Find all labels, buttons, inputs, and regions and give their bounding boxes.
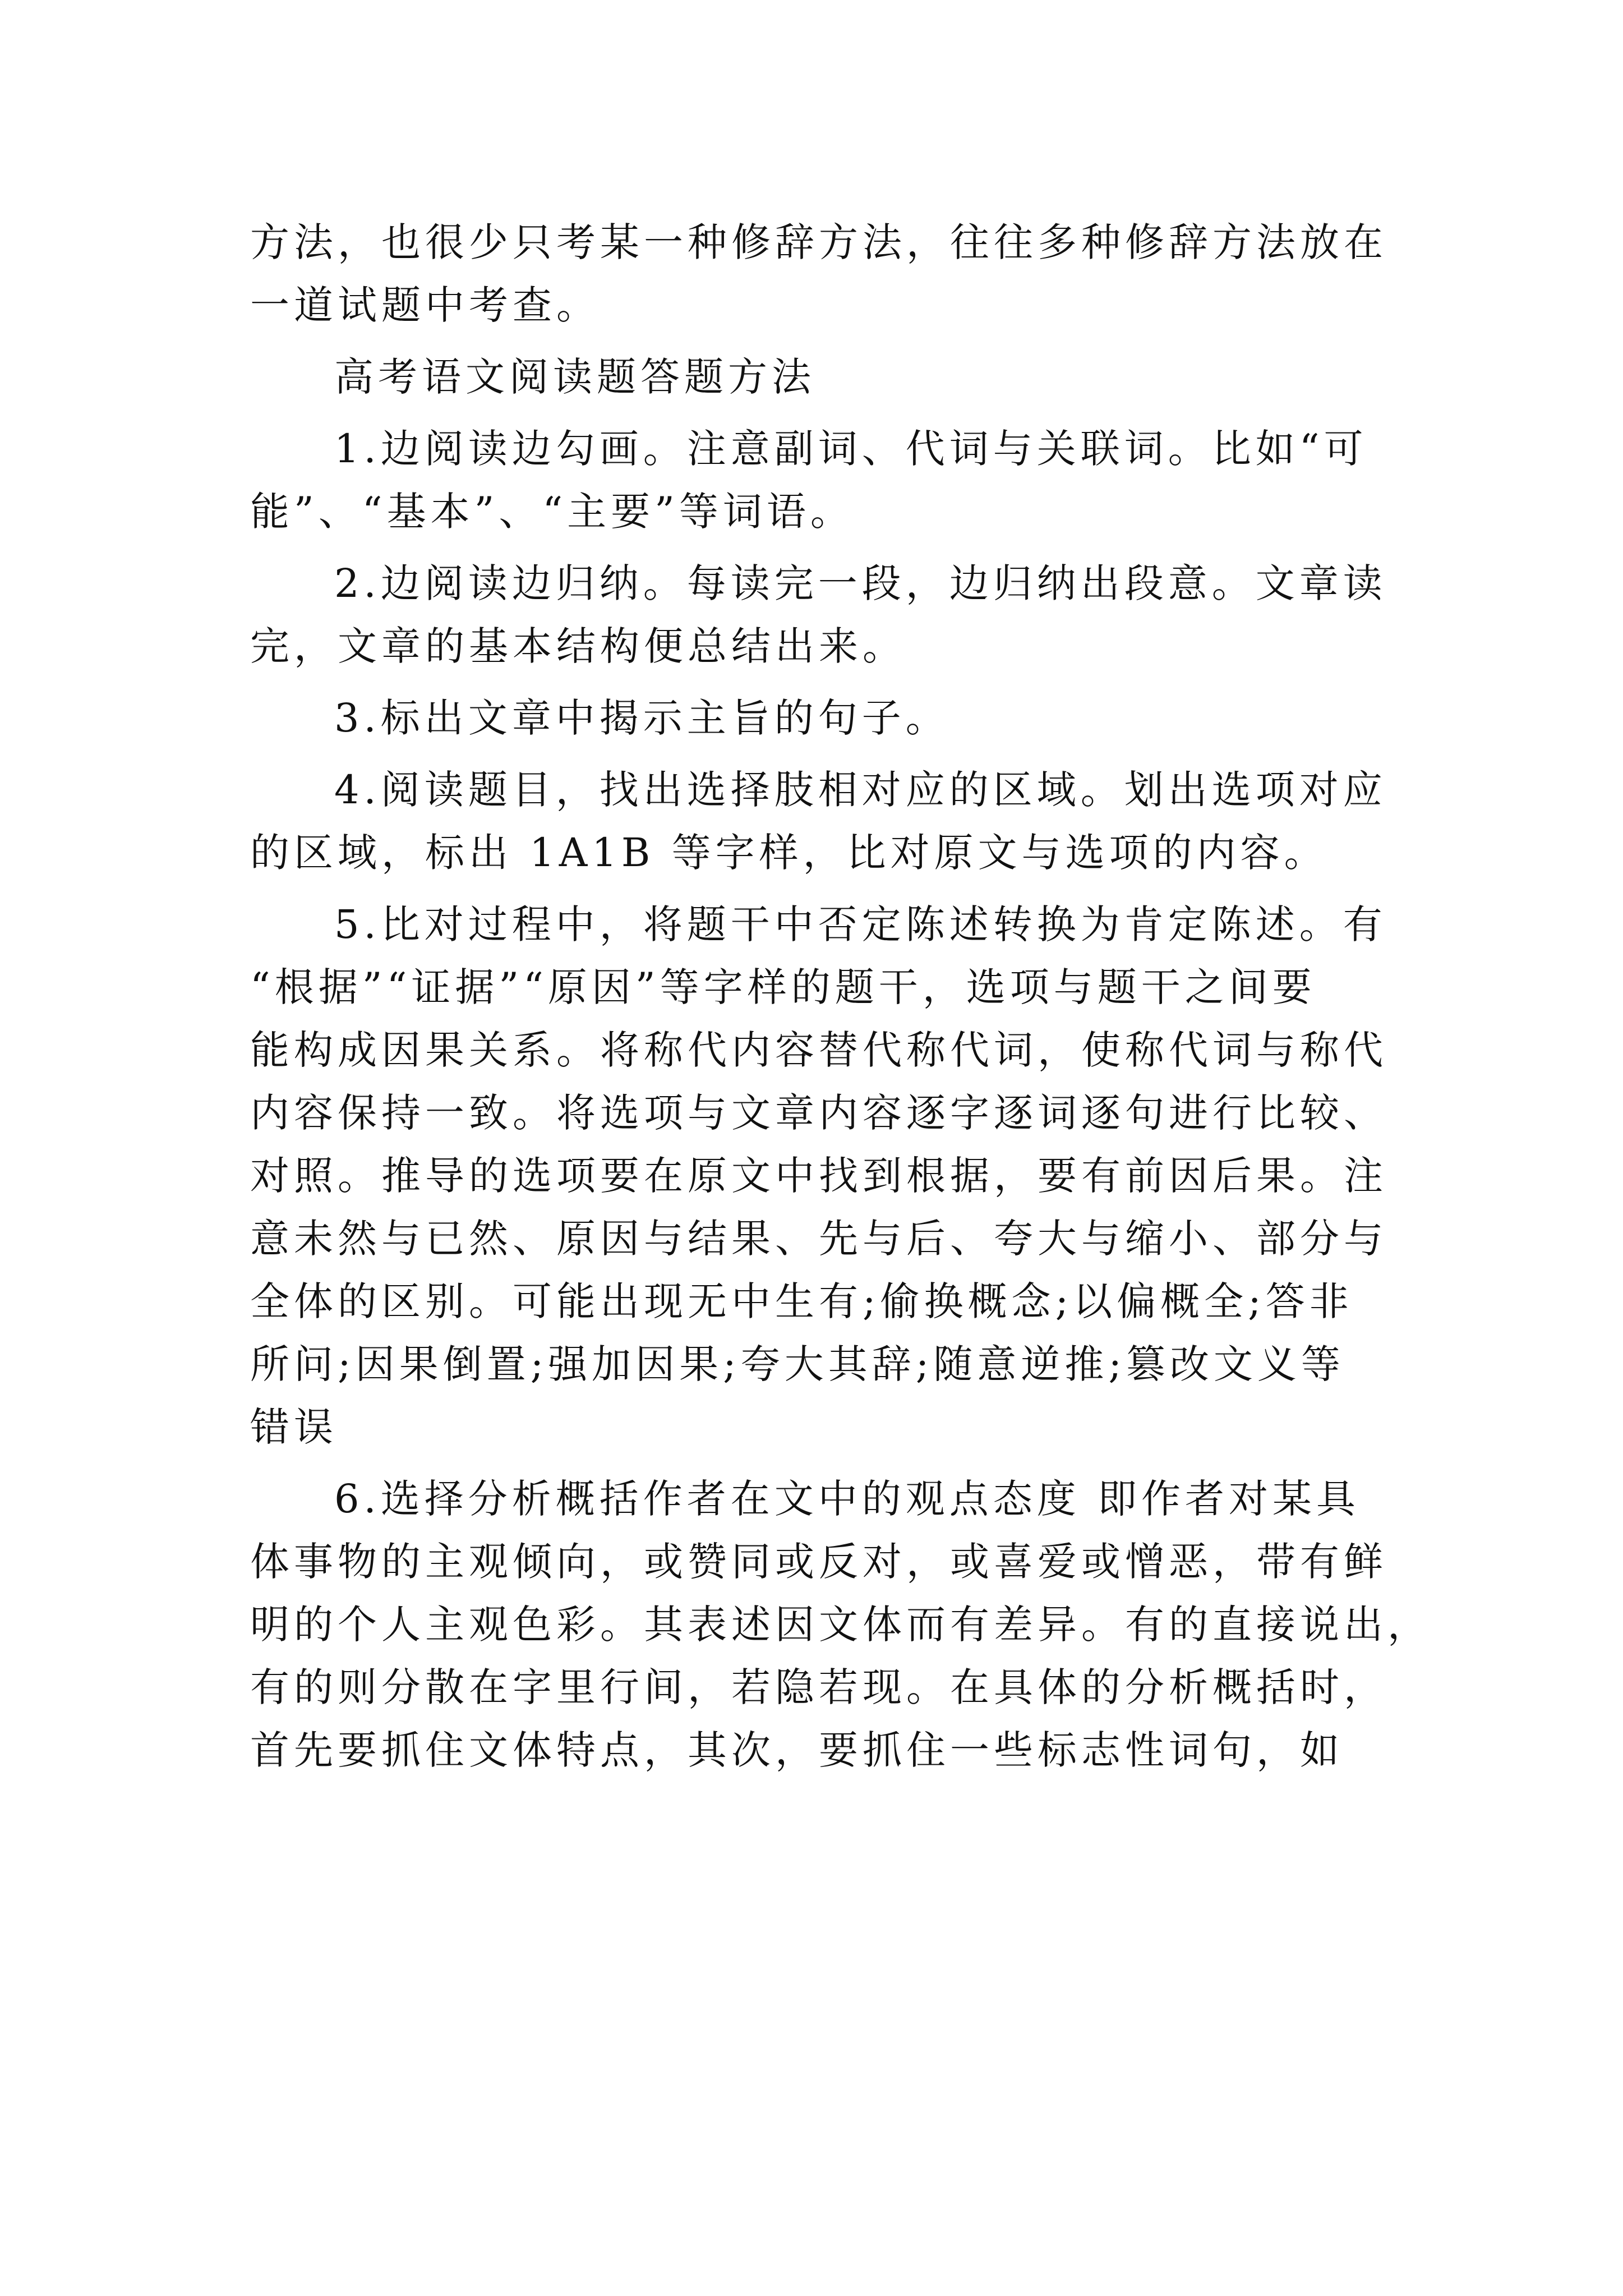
- paragraph: [250, 1467, 1431, 1782]
- text-line: 明的个人主观色彩。其表述因文体而有差异。有的直接说出，: [250, 1602, 1431, 1648]
- text-line: 首先要抓住文体特点，其次，要抓住一些标志性词句，如: [250, 1727, 1344, 1773]
- paragraph: [250, 346, 1383, 408]
- paragraph-gap: [250, 678, 1383, 687]
- text-line: 有的则分散在字里行间，若隐若现。在具体的分析概括时，: [250, 1664, 1387, 1710]
- paragraph: [250, 687, 1383, 749]
- text-line: 一道试题中考查。: [250, 282, 600, 328]
- text-line: 对照。推导的选项要在原文中找到根据，要有前因后果。注: [250, 1153, 1387, 1199]
- text-line: “根据”“证据”“原因”等字样的题干，选项与题干之间要: [250, 964, 1316, 1010]
- text-line: 5.比对过程中，将题干中否定陈述转换为肯定陈述。有: [334, 901, 1387, 947]
- text-line: 4.阅读题目，找出选择肢相对应的区域。划出选项对应: [334, 767, 1387, 813]
- text-line: 的区域，标出 1A1B 等字样，比对原文与选项的内容。: [250, 830, 1328, 876]
- paragraph: [250, 893, 1387, 1458]
- paragraph-gap: [250, 884, 1383, 893]
- text-line: 意未然与已然、原因与结果、先与后、夸大与缩小、部分与: [250, 1216, 1387, 1262]
- text-line: 6.选择分析概括作者在文中的观点态度 即作者对某具: [334, 1476, 1361, 1522]
- text-line: 错误: [250, 1404, 338, 1450]
- document-body: [250, 211, 1431, 1782]
- paragraph-gap: [250, 749, 1383, 758]
- text-line: 内容保持一致。将选项与文章内容逐字逐词逐句进行比较、: [250, 1090, 1387, 1136]
- text-line: 3.标出文章中揭示主旨的句子。: [334, 695, 949, 741]
- paragraph-gap: [250, 337, 1383, 346]
- paragraph: [250, 211, 1387, 337]
- paragraph-gap: [250, 408, 1383, 417]
- text-line: 能”、“基本”、“主要”等词语。: [250, 489, 854, 535]
- paragraph: [250, 552, 1387, 678]
- paragraph-gap: [250, 543, 1383, 552]
- text-line: 全体的区别。可能出现无中生有;偷换概念;以偏概全;答非: [250, 1278, 1353, 1324]
- text-line: 2.边阅读边归纳。每读完一段，边归纳出段意。文章读: [334, 560, 1387, 606]
- text-line: 体事物的主观倾向，或赞同或反对，或喜爱或憎恶，带有鲜: [250, 1539, 1387, 1585]
- text-line: 完，文章的基本结构便总结出来。: [250, 623, 906, 669]
- text-line: 能构成因果关系。将称代内容替代称代词，使称代词与称代: [250, 1027, 1387, 1073]
- text-line: 所问;因果倒置;强加因果;夸大其辞;随意逆推;篡改文义等: [250, 1341, 1345, 1387]
- paragraph-gap: [250, 1458, 1383, 1467]
- text-line: 1.边阅读边勾画。注意副词、代词与关联词。比如“可: [334, 426, 1368, 472]
- text-line: 高考语文阅读题答题方法: [334, 354, 815, 400]
- paragraph: [250, 417, 1383, 543]
- paragraph: [250, 758, 1387, 884]
- text-line: 方法，也很少只考某一种修辞方法，往往多种修辞方法放在: [250, 219, 1387, 265]
